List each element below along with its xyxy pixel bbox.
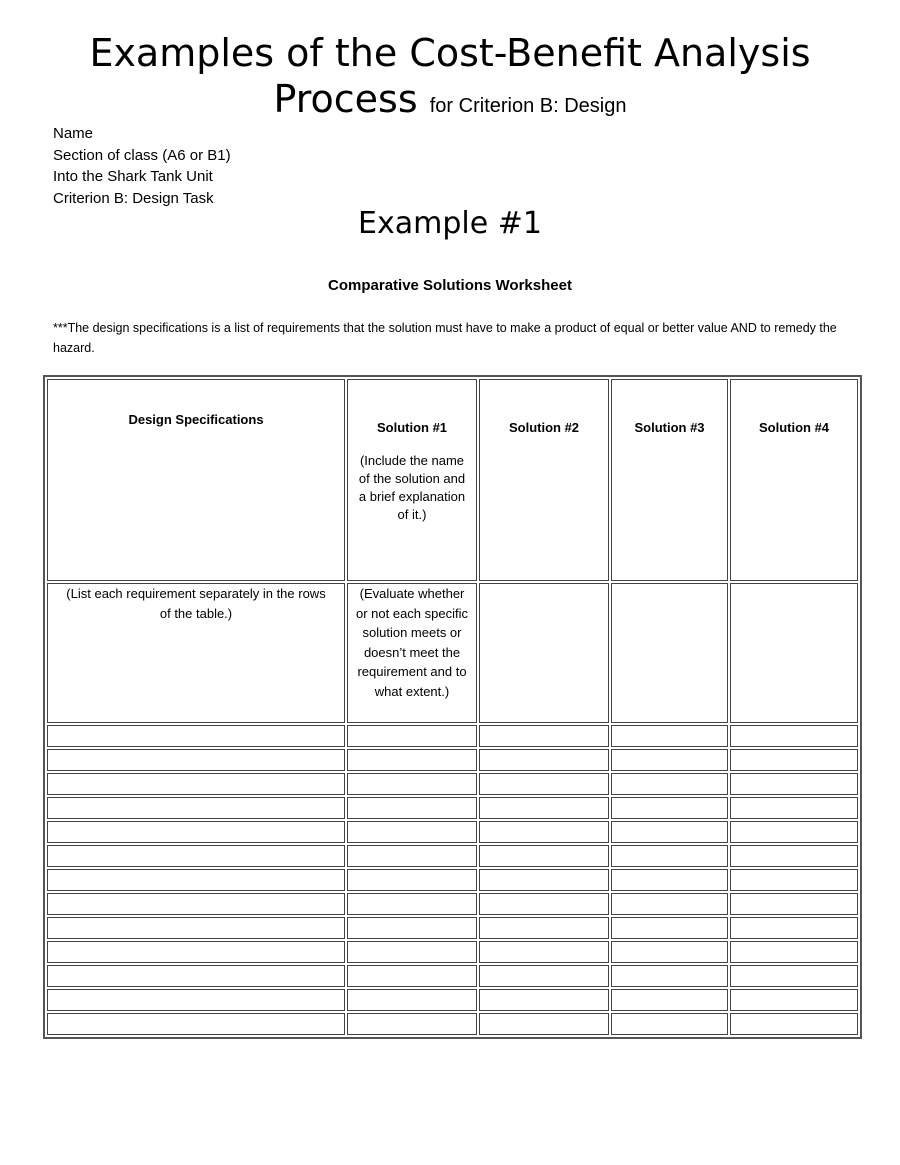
table-cell[interactable] xyxy=(47,869,345,891)
table-cell[interactable] xyxy=(611,965,728,987)
table-cell[interactable] xyxy=(730,965,858,987)
table-row xyxy=(47,917,858,939)
table-cell[interactable] xyxy=(479,725,609,747)
header-design-specifications: Design Specifications xyxy=(47,379,345,581)
table-cell[interactable] xyxy=(611,725,728,747)
worksheet-title: Comparative Solutions Worksheet xyxy=(328,277,572,294)
table-cell[interactable] xyxy=(730,845,858,867)
table-row xyxy=(47,749,858,771)
table-cell[interactable] xyxy=(47,725,345,747)
info-task: Criterion B: Design Task xyxy=(53,189,214,207)
table-cell[interactable] xyxy=(611,989,728,1011)
header-solution-1: Solution #1 (Include the name of the solution and a brief explanation of it.) xyxy=(347,379,477,581)
table-cell[interactable] xyxy=(347,1013,477,1035)
table-cell[interactable] xyxy=(47,797,345,819)
table-row xyxy=(47,1013,858,1035)
title-main: Examples of the Cost-Benefit Analysis xyxy=(89,31,811,75)
table-cell[interactable] xyxy=(47,773,345,795)
info-unit: Into the Shark Tank Unit xyxy=(53,168,213,185)
table-cell[interactable] xyxy=(347,773,477,795)
table-cell[interactable] xyxy=(347,965,477,987)
table-cell[interactable] xyxy=(611,821,728,843)
table-cell[interactable] xyxy=(47,917,345,939)
table-cell[interactable] xyxy=(47,845,345,867)
header-solution-4: Solution #4 xyxy=(730,379,858,581)
table-cell[interactable] xyxy=(47,821,345,843)
table-cell[interactable] xyxy=(611,797,728,819)
comparative-solutions-table xyxy=(43,375,862,1039)
table-cell[interactable] xyxy=(347,989,477,1011)
table-cell[interactable] xyxy=(47,1013,345,1035)
table-row xyxy=(47,845,858,867)
table-cell[interactable] xyxy=(730,1013,858,1035)
table-cell[interactable] xyxy=(479,989,609,1011)
table-cell[interactable] xyxy=(47,941,345,963)
table-row xyxy=(47,869,858,891)
example-heading: Example #1 xyxy=(358,206,542,241)
table-cell[interactable] xyxy=(47,749,345,771)
table-cell[interactable] xyxy=(730,917,858,939)
spec-instruction-cell[interactable]: (List each requirement separately in the rows of the table.) xyxy=(47,583,345,723)
table-cell[interactable] xyxy=(347,725,477,747)
info-section: Section of class (A6 or B1) xyxy=(53,146,231,164)
table-cell[interactable] xyxy=(479,1013,609,1035)
table-cell[interactable] xyxy=(611,583,728,723)
table-row xyxy=(47,821,858,843)
table-cell[interactable] xyxy=(347,749,477,771)
table-cell[interactable] xyxy=(479,773,609,795)
info-name: Name xyxy=(53,125,94,142)
table-cell[interactable] xyxy=(730,773,858,795)
table-row xyxy=(47,797,858,819)
table-cell[interactable] xyxy=(730,583,858,723)
document-title xyxy=(0,30,900,129)
table-cell[interactable] xyxy=(47,893,345,915)
table-cell[interactable] xyxy=(730,989,858,1011)
table-cell[interactable] xyxy=(730,749,858,771)
header-solution-2: Solution #2 xyxy=(479,379,609,581)
table-cell[interactable] xyxy=(47,965,345,987)
table-row xyxy=(47,965,858,987)
table-cell[interactable] xyxy=(347,917,477,939)
table-cell[interactable] xyxy=(347,941,477,963)
table-cell[interactable] xyxy=(611,1013,728,1035)
solution-instruction-cell[interactable]: (Evaluate whether or not each specific solution meets or doesn’t meet the requirement and to what extent.) xyxy=(347,583,477,723)
table-cell[interactable] xyxy=(611,893,728,915)
student-info xyxy=(53,123,231,209)
table-cell[interactable] xyxy=(347,893,477,915)
title-subtitle: for Criterion B: Design xyxy=(429,95,627,117)
table-cell[interactable] xyxy=(479,917,609,939)
table-header-row xyxy=(47,379,858,581)
table-cell[interactable] xyxy=(479,583,609,723)
table-cell[interactable] xyxy=(730,797,858,819)
table-cell[interactable] xyxy=(479,749,609,771)
table-cell[interactable] xyxy=(479,941,609,963)
table-cell[interactable] xyxy=(611,869,728,891)
table-cell[interactable] xyxy=(347,797,477,819)
table-cell[interactable] xyxy=(347,869,477,891)
table-row xyxy=(47,989,858,1011)
table-cell[interactable] xyxy=(479,893,609,915)
table-cell[interactable] xyxy=(730,725,858,747)
table-row xyxy=(47,893,858,915)
table-cell[interactable] xyxy=(479,965,609,987)
table-cell[interactable] xyxy=(730,821,858,843)
table-cell[interactable] xyxy=(730,893,858,915)
table-cell[interactable] xyxy=(611,845,728,867)
instruction-row xyxy=(47,583,858,723)
table-cell[interactable] xyxy=(611,773,728,795)
table-cell[interactable] xyxy=(479,821,609,843)
table-cell[interactable] xyxy=(347,821,477,843)
table-cell[interactable] xyxy=(479,845,609,867)
table-cell[interactable] xyxy=(47,989,345,1011)
table-cell[interactable] xyxy=(730,869,858,891)
title-line2: Process xyxy=(273,77,418,121)
table-row xyxy=(47,725,858,747)
table-cell[interactable] xyxy=(611,917,728,939)
table-cell[interactable] xyxy=(347,845,477,867)
table-cell[interactable] xyxy=(479,869,609,891)
table-cell[interactable] xyxy=(611,749,728,771)
table-row xyxy=(47,941,858,963)
table-row xyxy=(47,773,858,795)
table-cell[interactable] xyxy=(730,941,858,963)
specifications-note: ***The design specifications is a list of requirements that the solution must have to make a product of equal or better value AND to remedy the hazard. xyxy=(53,321,837,355)
table-cell[interactable] xyxy=(611,941,728,963)
header-solution-3: Solution #3 xyxy=(611,379,728,581)
table-cell[interactable] xyxy=(479,797,609,819)
solution-1-description: (Include the name of the solution and a brief explanation of it.) xyxy=(358,452,466,522)
